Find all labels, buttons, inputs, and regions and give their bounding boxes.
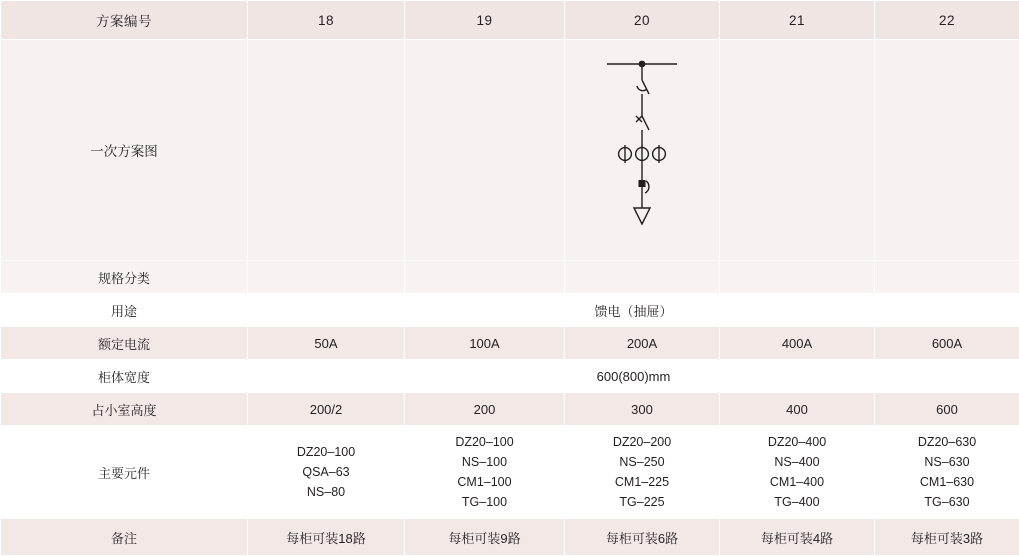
compartment-height-20: 300 — [565, 393, 720, 426]
compartment-height-22: 600 — [875, 393, 1019, 426]
component-list-20 — [565, 432, 719, 513]
table-header-row — [1, 1, 1019, 40]
remarks-19: 每柜可装9路 — [405, 519, 565, 556]
component-item: DZ20–200 — [565, 432, 719, 452]
remarks-21: 每柜可装4路 — [720, 519, 875, 556]
label-rated-current: 额定电流 — [1, 327, 248, 360]
component-item: CM1–225 — [565, 472, 719, 492]
label-primary-diagram: 一次方案图 — [1, 40, 248, 261]
spec-class-21 — [720, 261, 875, 294]
component-item: DZ20–100 — [405, 432, 564, 452]
diagram-cell-21 — [720, 40, 875, 261]
component-item: NS–80 — [248, 482, 404, 502]
spec-class-row — [1, 261, 1019, 294]
component-list-18 — [248, 442, 404, 503]
component-item: TG–100 — [405, 492, 564, 512]
component-item: TG–225 — [565, 492, 719, 512]
compartment-height-21: 400 — [720, 393, 875, 426]
rated-current-19: 100A — [405, 327, 565, 360]
component-item: CM1–630 — [875, 472, 1019, 492]
header-col-18: 18 — [248, 1, 405, 40]
component-list-21 — [720, 432, 874, 513]
diagram-cell-20 — [565, 40, 720, 261]
contactor-arc — [645, 181, 649, 193]
label-main-components: 主要元件 — [1, 426, 248, 519]
cabinet-width-row — [1, 360, 1019, 393]
main-components-19 — [405, 426, 565, 519]
rated-current-22: 600A — [875, 327, 1019, 360]
header-col-21: 21 — [720, 1, 875, 40]
component-item: NS–400 — [720, 452, 874, 472]
component-item: TG–400 — [720, 492, 874, 512]
remarks-20: 每柜可装6路 — [565, 519, 720, 556]
header-col-19: 19 — [405, 1, 565, 40]
usage-value: 馈电（抽屉） — [248, 294, 1019, 327]
component-item: DZ20–630 — [875, 432, 1019, 452]
component-item: QSA–63 — [248, 462, 404, 482]
main-components-20 — [565, 426, 720, 519]
component-item: DZ20–100 — [248, 442, 404, 462]
label-spec-class: 规格分类 — [1, 261, 248, 294]
diagram-cell-22 — [875, 40, 1019, 261]
spec-class-18 — [248, 261, 405, 294]
header-col-22: 22 — [875, 1, 1019, 40]
spec-class-20 — [565, 261, 720, 294]
component-item: TG–630 — [875, 492, 1019, 512]
cabinet-width-value: 600(800)mm — [248, 360, 1019, 393]
main-components-21 — [720, 426, 875, 519]
disconnector-blade — [642, 116, 649, 130]
component-list-22 — [875, 432, 1019, 513]
label-cabinet-width: 柜体宽度 — [1, 360, 248, 393]
component-item: DZ20–400 — [720, 432, 874, 452]
contactor-block — [639, 180, 646, 187]
component-item: CM1–400 — [720, 472, 874, 492]
component-item: NS–250 — [565, 452, 719, 472]
main-components-22 — [875, 426, 1019, 519]
spec-class-19 — [405, 261, 565, 294]
label-remarks: 备注 — [1, 519, 248, 556]
single-line-diagram — [565, 40, 719, 260]
component-item: NS–100 — [405, 452, 564, 472]
compartment-height-19: 200 — [405, 393, 565, 426]
compartment-height-row — [1, 393, 1019, 426]
spec-class-22 — [875, 261, 1019, 294]
header-scheme-no: 方案编号 — [1, 1, 248, 40]
rated-current-21: 400A — [720, 327, 875, 360]
label-compartment-height: 占小室高度 — [1, 393, 248, 426]
rated-current-row — [1, 327, 1019, 360]
remarks-22: 每柜可装3路 — [875, 519, 1019, 556]
main-components-row — [1, 426, 1019, 519]
busbar-tap-node — [639, 61, 646, 68]
usage-row — [1, 294, 1019, 327]
outgoing-arrow — [634, 208, 650, 224]
fuse-switch-blade — [642, 80, 649, 94]
single-line-diagram-svg — [567, 50, 717, 250]
header-col-20: 20 — [565, 1, 720, 40]
component-item: CM1–100 — [405, 472, 564, 492]
diagram-cell-19 — [405, 40, 565, 261]
label-usage: 用途 — [1, 294, 248, 327]
primary-diagram-row — [1, 40, 1019, 261]
component-list-19 — [405, 432, 564, 513]
main-components-18 — [248, 426, 405, 519]
compartment-height-18: 200/2 — [248, 393, 405, 426]
remarks-row — [1, 519, 1019, 556]
diagram-cell-18 — [248, 40, 405, 261]
current-transformers — [619, 145, 666, 163]
remarks-18: 每柜可装18路 — [248, 519, 405, 556]
rated-current-20: 200A — [565, 327, 720, 360]
rated-current-18: 50A — [248, 327, 405, 360]
component-item: NS–630 — [875, 452, 1019, 472]
